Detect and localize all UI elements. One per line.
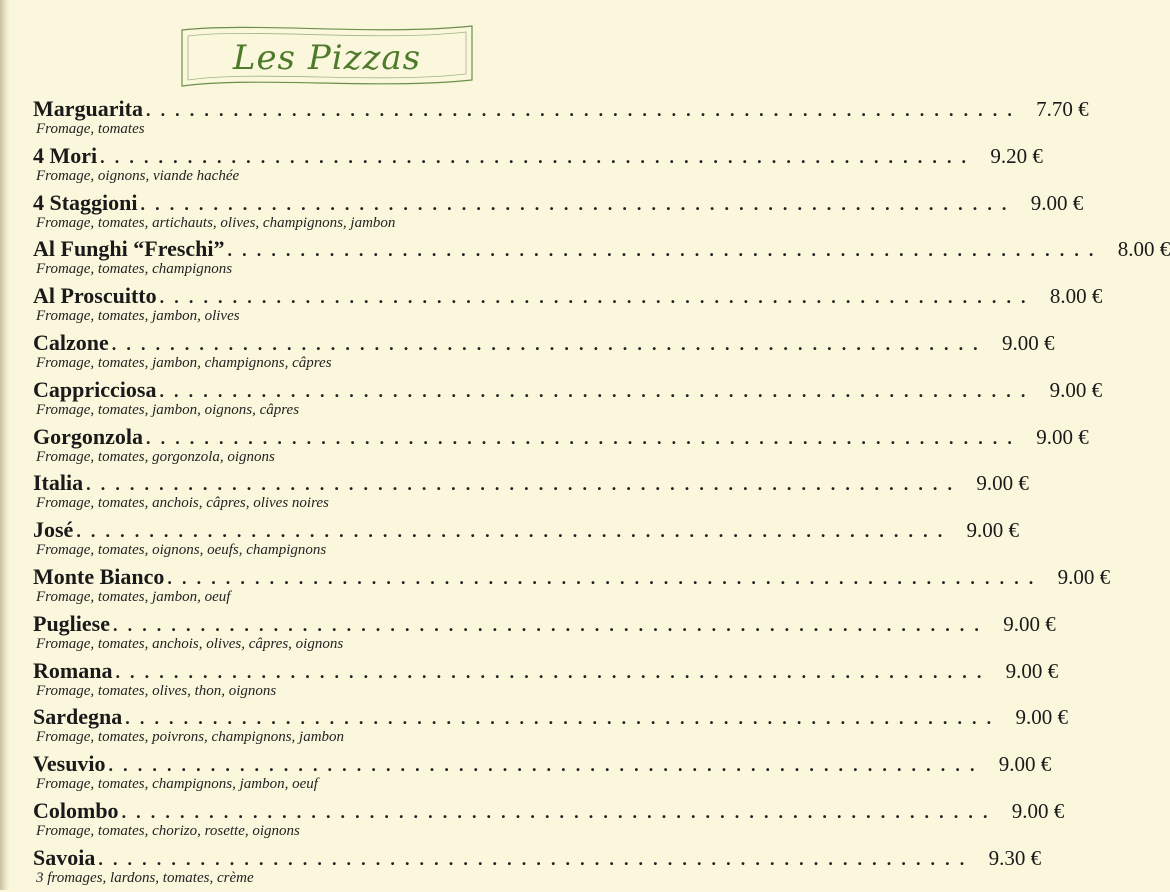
menu-item (33, 329, 1055, 377)
pizza-ingredients: Fromage, tomates, anchois, câpres, olives noires (36, 495, 329, 512)
menu-item-row (33, 142, 1043, 171)
pizza-ingredients: Fromage, tomates (36, 121, 145, 137)
dot-leader: . . . . . . . . . . . . . . . . . . . . . . . . . . . . . . . . . . . . . . . . . . . . . . . . . . . . . . . . . . . . (125, 708, 994, 729)
pizza-ingredients: Fromage, tomates, oignons, oeufs, champignons (36, 542, 327, 559)
pizza-ingredients: Fromage, tomates, poivrons, champignons, jambon (36, 729, 345, 746)
menu-item (33, 517, 1020, 564)
menu-item-row (33, 844, 1042, 873)
menu-item-row (33, 283, 1103, 311)
pizza-name: Pugliese (33, 610, 110, 636)
menu-item-row (33, 470, 1029, 498)
menu-item (33, 236, 1170, 283)
menu-item (33, 470, 1029, 517)
pizza-ingredients: Fromage, oignons, viande hachée (36, 167, 240, 184)
dot-leader: . . . . . . . . . . . . . . . . . . . . . . . . . . . . . . . . . . . . . . . . . . . . . . . . . . . . . . . . . . . . (98, 848, 968, 869)
pizza-ingredients: Fromage, tomates, jambon, olives (36, 308, 240, 325)
menu-item-row (33, 329, 1055, 358)
dot-leader: . . . . . . . . . . . . . . . . . . . . . . . . . . . . . . . . . . . . . . . . . . . . . . . . . . . . . . . . . . . . (167, 567, 1037, 588)
menu-item-row (33, 610, 1056, 639)
pizza-name: Monte Bianco (33, 563, 165, 589)
menu-item-row (33, 517, 1020, 545)
dot-leader: . . . . . . . . . . . . . . . . . . . . . . . . . . . . . . . . . . . . . . . . . . . . . . . . . . . . . . . . . . . . (227, 240, 1097, 261)
pizza-name: Italia (33, 470, 84, 496)
menu-item-row (33, 376, 1103, 405)
menu-item-row (33, 189, 1084, 218)
pizza-ingredients: Fromage, tomates, gorgonzola, oignons (36, 448, 275, 465)
pizza-name: 4 Staggioni (33, 189, 138, 215)
pizza-price: 9.00 € (998, 752, 1052, 777)
menu-item (33, 751, 1052, 798)
pizza-price: 9.00 € (1005, 658, 1059, 683)
page-edge-shadow (0, 0, 10, 890)
page-title: Les Pizzas (232, 38, 422, 78)
pizza-price: 8.00 € (1049, 284, 1103, 309)
menu-item (33, 844, 1042, 892)
dot-leader: . . . . . . . . . . . . . . . . . . . . . . . . . . . . . . . . . . . . . . . . . . . . . . . . . . . . . . . . . . . . (108, 755, 978, 776)
dot-leader: . . . . . . . . . . . . . . . . . . . . . . . . . . . . . . . . . . . . . . . . . . . . . . . . . . . . . . . . . . . . (159, 380, 1029, 401)
dot-leader: . . . . . . . . . . . . . . . . . . . . . . . . . . . . . . . . . . . . . . . . . . . . . . . . . . . . . . . . . . . . (100, 146, 969, 167)
pizza-ingredients: Fromage, tomates, artichauts, olives, champignons, jambon (36, 214, 396, 231)
menu-item-row (33, 797, 1065, 826)
pizza-price: 9.00 € (1036, 424, 1089, 449)
pizza-price: 8.00 € (1117, 237, 1170, 262)
menu-item (33, 423, 1089, 471)
pizza-price: 9.00 € (966, 518, 1020, 543)
pizza-name: Vesuvio (33, 751, 106, 777)
menu-item (33, 142, 1043, 190)
pizza-ingredients: Fromage, tomates, jambon, oeuf (36, 588, 231, 605)
dot-leader: . . . . . . . . . . . . . . . . . . . . . . . . . . . . . . . . . . . . . . . . . . . . . . . . . . . . . . . . . . . . (121, 801, 991, 822)
dot-leader: . . . . . . . . . . . . . . . . . . . . . . . . . . . . . . . . . . . . . . . . . . . . . . . . . . . . . . . . . . . . (146, 427, 1015, 448)
pizza-ingredients: Fromage, tomates, champignons (36, 261, 233, 278)
menu-item (33, 610, 1056, 658)
dot-leader: . . . . . . . . . . . . . . . . . . . . . . . . . . . . . . . . . . . . . . . . . . . . . . . . . . . . . . . . . . . . (86, 474, 955, 495)
dot-leader: . . . . . . . . . . . . . . . . . . . . . . . . . . . . . . . . . . . . . . . . . . . . . . . . . . . . . . . . . . . . (145, 100, 1015, 120)
pizza-price: 9.30 € (988, 845, 1042, 870)
pizza-name: Cappricciosa (33, 376, 157, 402)
pizza-name: 4 Mori (33, 142, 98, 168)
dot-leader: . . . . . . . . . . . . . . . . . . . . . . . . . . . . . . . . . . . . . . . . . . . . . . . . . . . . . . . . . . . . (140, 193, 1010, 214)
pizza-ingredients: Fromage, tomates, jambon, champignons, câpres (36, 354, 332, 371)
menu-item (33, 96, 1089, 143)
menu-item (33, 563, 1111, 611)
pizza-name: Marguarita (33, 96, 143, 121)
pizza-ingredients: Fromage, tomates, olives, thon, oignons (36, 682, 277, 699)
dot-leader: . . . . . . . . . . . . . . . . . . . . . . . . . . . . . . . . . . . . . . . . . . . . . . . . . . . . . . . . . . . . (159, 287, 1029, 308)
pizza-name: Al Proscuitto (33, 283, 157, 309)
pizza-name: Colombo (33, 797, 119, 823)
menu-item (33, 376, 1103, 424)
pizza-name: Calzone (33, 329, 109, 355)
pizza-price: 9.00 € (1015, 705, 1068, 730)
dot-leader: . . . . . . . . . . . . . . . . . . . . . . . . . . . . . . . . . . . . . . . . . . . . . . . . . . . . . . . . . . . . (115, 661, 985, 682)
pizza-name: Gorgonzola (33, 423, 143, 449)
pizza-name: José (33, 517, 74, 543)
menu-item-row (33, 751, 1052, 779)
title-banner (178, 22, 476, 92)
dot-leader: . . . . . . . . . . . . . . . . . . . . . . . . . . . . . . . . . . . . . . . . . . . . . . . . . . . . . . . . . . . . (113, 614, 982, 635)
pizza-name: Al Funghi “Freschi” (33, 236, 225, 262)
menu-item-row (33, 704, 1068, 732)
pizza-price: 9.00 € (1030, 190, 1084, 215)
menu-item-row (33, 563, 1111, 592)
pizza-price: 9.00 € (1011, 798, 1065, 823)
pizza-price: 9.00 € (1003, 611, 1056, 636)
menu-item (33, 657, 1059, 705)
pizza-ingredients: Fromage, tomates, anchois, olives, câpres, oignons (36, 635, 344, 652)
pizza-menu-list (33, 96, 1170, 892)
pizza-name: Savoia (33, 844, 96, 870)
pizza-price: 9.00 € (1049, 377, 1103, 402)
dot-leader: . . . . . . . . . . . . . . . . . . . . . . . . . . . . . . . . . . . . . . . . . . . . . . . . . . . . . . . . . . . . (111, 333, 981, 354)
pizza-ingredients: 3 fromages, lardons, tomates, crème (36, 869, 254, 886)
menu-item-row (33, 657, 1059, 686)
pizza-price: 9.20 € (990, 143, 1043, 168)
menu-item-row (33, 96, 1089, 124)
pizza-ingredients: Fromage, tomates, jambon, oignons, câpres (36, 401, 300, 418)
menu-item-row (33, 423, 1089, 452)
menu-item (33, 797, 1065, 845)
menu-item (33, 283, 1103, 330)
menu-item (33, 189, 1084, 237)
pizza-ingredients: Fromage, tomates, chorizo, rosette, oignons (36, 822, 300, 839)
pizza-ingredients: Fromage, tomates, champignons, jambon, oeuf (36, 776, 318, 793)
pizza-price: 9.00 € (1001, 330, 1055, 355)
pizza-price: 9.00 € (976, 471, 1029, 496)
pizza-name: Sardegna (33, 704, 123, 730)
dot-leader: . . . . . . . . . . . . . . . . . . . . . . . . . . . . . . . . . . . . . . . . . . . . . . . . . . . . . . . . . . . . (76, 521, 946, 542)
menu-item (33, 704, 1068, 751)
pizza-price: 9.00 € (1057, 564, 1111, 589)
pizza-price: 7.70 € (1036, 97, 1089, 121)
pizza-name: Romana (33, 657, 113, 683)
menu-item-row (33, 236, 1170, 264)
